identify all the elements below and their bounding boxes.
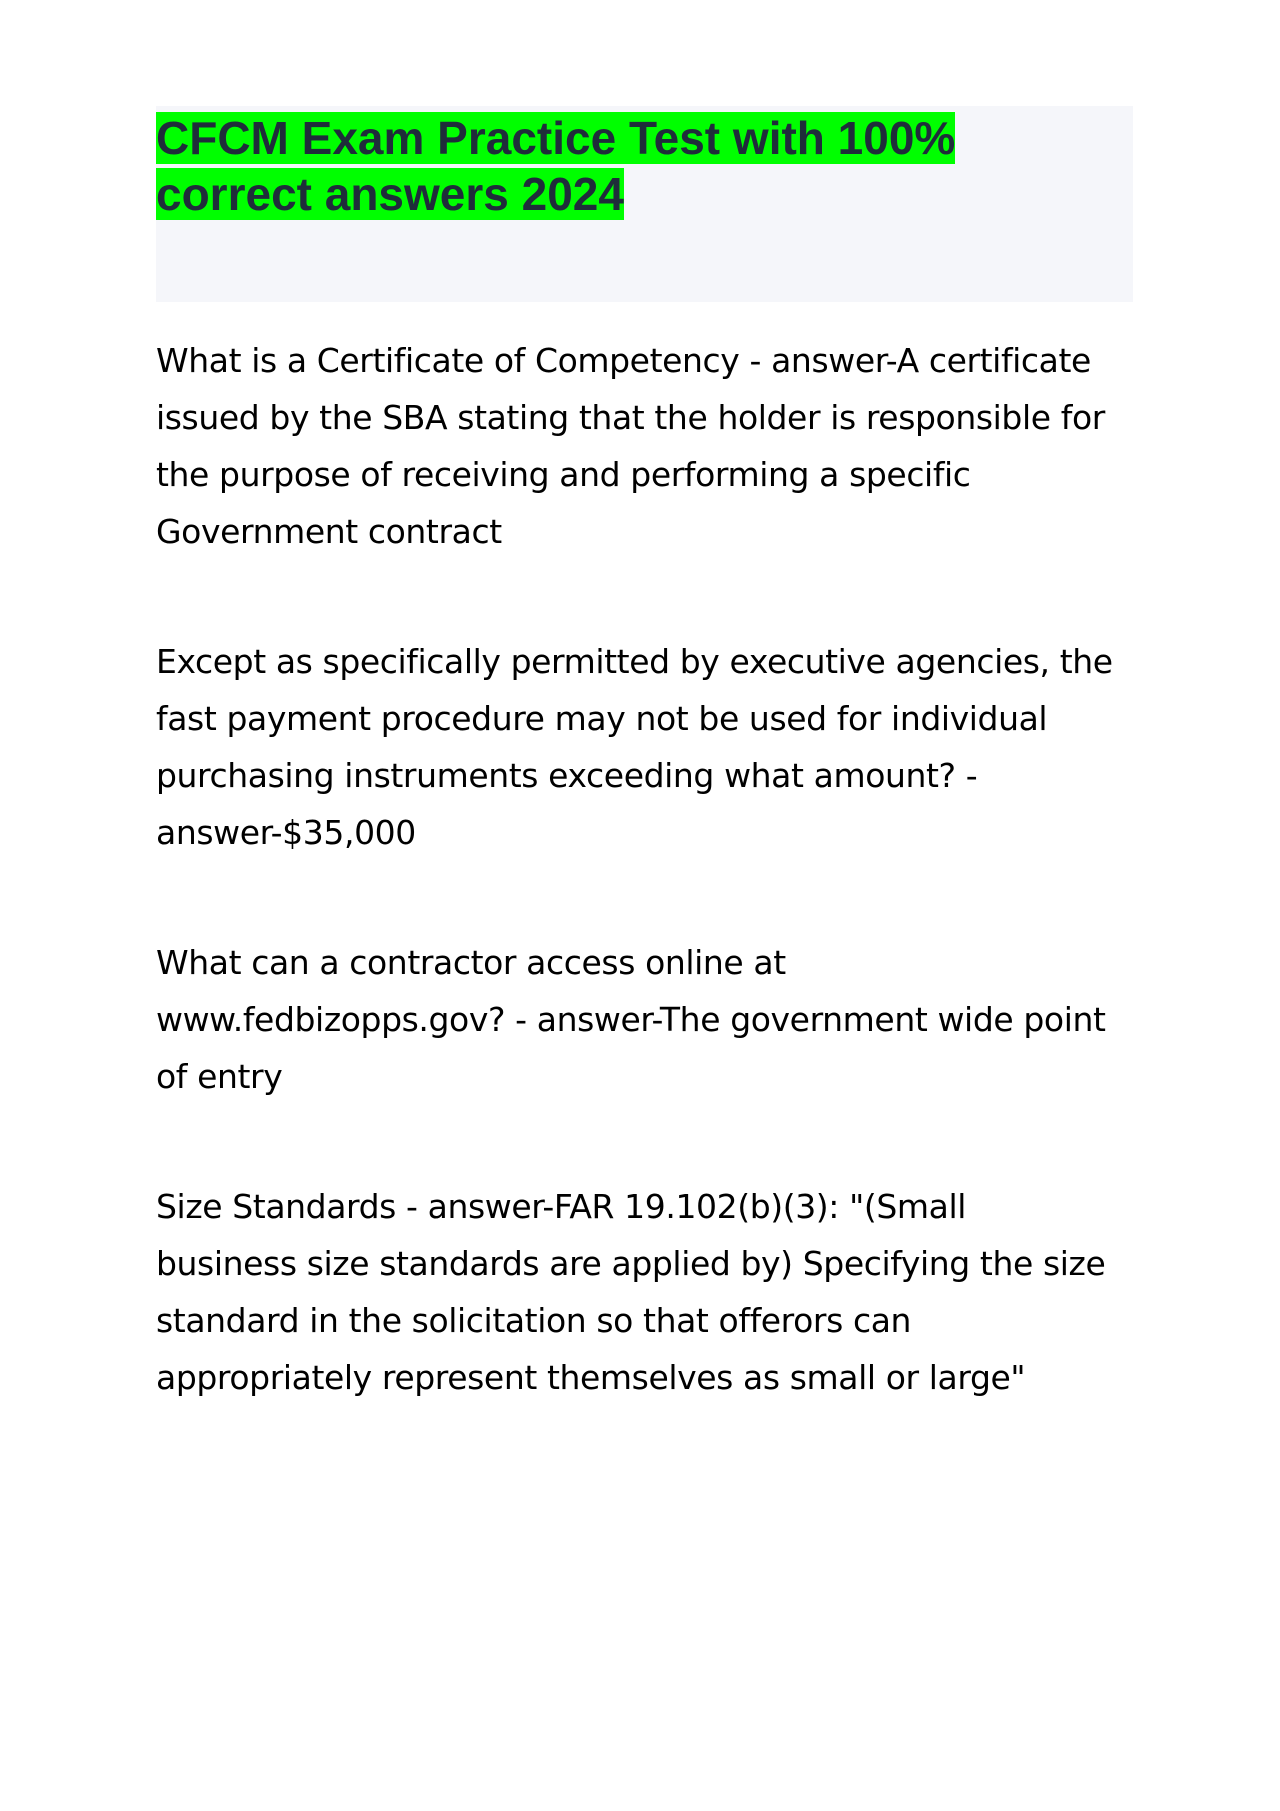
qa-list [156, 332, 1116, 1479]
qa-item-3: What can a contractor access online at www.fedbizopps.gov? - answer-The government wide point of entry [156, 943, 1106, 1096]
document-title [156, 106, 1016, 222]
qa-item-2: Except as specifically permitted by executive agencies, the fast payment procedure may not be used for individual purchasing instruments exceeding what amount? - answer-$35,000 [156, 642, 1113, 852]
title-box [156, 106, 1133, 302]
qa-item-4: Size Standards - answer-FAR 19.102(b)(3): "(Small business size standards are applied by) Specifying the size standard in the solicitation so that offerors can appropriately represent themselves as small or large" [156, 1187, 1106, 1397]
qa-item-1: What is a Certificate of Competency - answer-A certificate issued by the SBA stating that the holder is responsible for the purpose of receiving and performing a specific Government contract [156, 341, 1105, 551]
title-highlight: CFCM Exam Practice Test with 100% correct answers 2024 [156, 112, 956, 220]
